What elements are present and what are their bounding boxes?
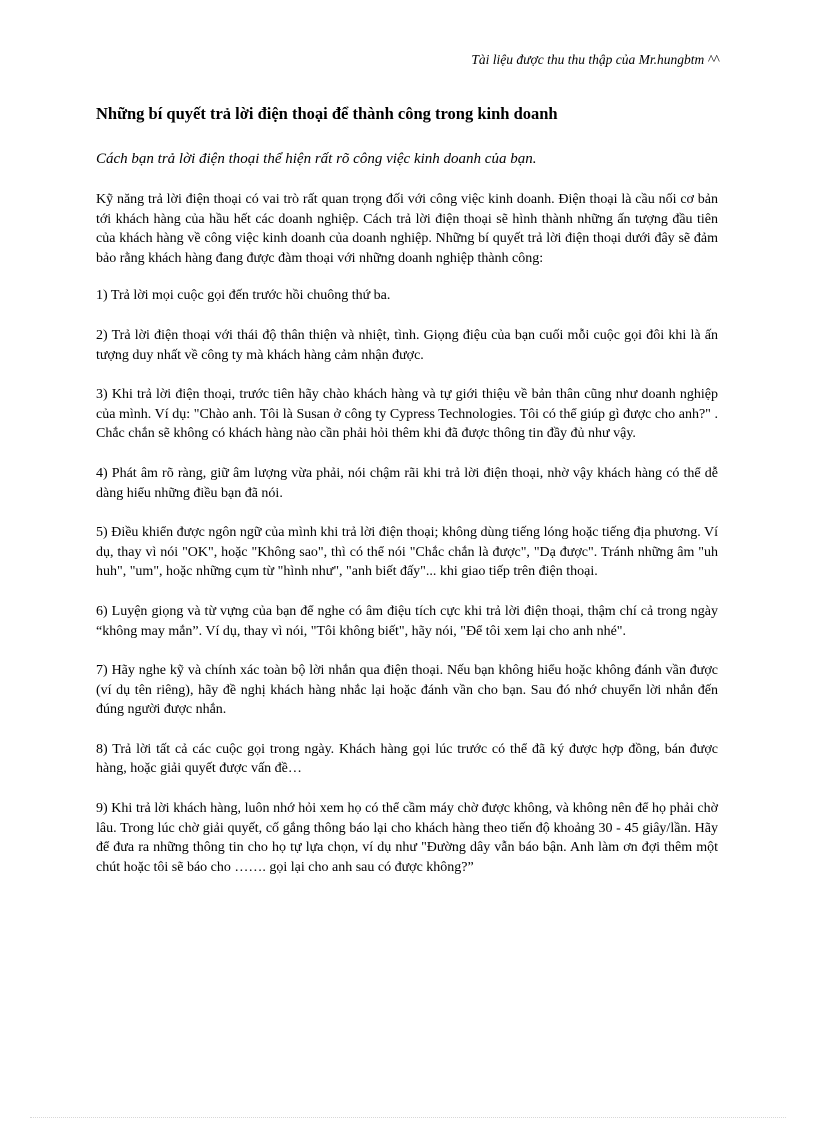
document-title: Những bí quyết trả lời điện thoại để thành công trong kinh doanh bbox=[96, 104, 558, 123]
intro-paragraph: Kỹ năng trả lời điện thoại có vai trò rất quan trọng đối với công việc kinh doanh. Điện thoại là cầu nối cơ bản tới khách hàng của hầu hết các doanh nghiệp. Cách trả lời điện thoại sẽ hình thành những ấn tượng đầu tiên của khách hàng về công việc kinh doanh của doanh nghiệp. Những bí quyết trả lời điện thoại dưới đây sẽ đảm bảo rằng khách hàng đang được đàm thoại với những doanh nghiệp thành công: bbox=[96, 192, 718, 266]
tip-paragraph-9: 9) Khi trả lời khách hàng, luôn nhớ hỏi xem họ có thể cầm máy chờ được không, và không nên để họ phải chờ lâu. Trong lúc chờ giải quyết, cố gắng thông báo lại cho khách hàng theo tiến độ khoảng 30 - 45 giây/lần. Hãy để đưa ra những thông tin cho họ tự lựa chọn, ví dụ như "Đường dây vẫn báo bận. Anh làm ơn đợi thêm một chút hoặc tôi sẽ báo cho ……. gọi lại cho anh sau có được không?” bbox=[96, 801, 718, 875]
tip-paragraph-5: 5) Điều khiển được ngôn ngữ của mình khi trả lời điện thoại; không dùng tiếng lóng hoặc tiếng địa phương. Ví dụ, thay vì nói "OK", hoặc "Không sao", thì có thể nói "Chắc chắn là được", "Dạ được". Tránh những âm "uh huh", "um", hoặc những cụm từ "hình như", "anh biết đấy"... khi giao tiếp trên điện thoại. bbox=[96, 525, 718, 580]
tip-paragraph-2: 2) Trả lời điện thoại với thái độ thân thiện và nhiệt, tình. Giọng điệu của bạn cuối mỗi cuộc gọi đôi khi là ấn tượng duy nhất về công ty mà khách hàng cảm nhận được. bbox=[96, 327, 718, 363]
tip-paragraph-4: 4) Phát âm rõ ràng, giữ âm lượng vừa phải, nói chậm rãi khi trả lời điện thoại, nhờ vậy khách hàng có thể dễ dàng hiểu những điều bạn đã nói. bbox=[96, 465, 718, 501]
header-note: Tài liệu được thu thu thập của Mr.hungbtm ^^ bbox=[471, 52, 719, 67]
document-subtitle: Cách bạn trả lời điện thoại thể hiện rất rõ công việc kinh doanh của bạn. bbox=[96, 151, 537, 167]
document-body bbox=[96, 102, 718, 897]
tip-paragraph-7: 7) Hãy nghe kỹ và chính xác toàn bộ lời nhắn qua điện thoại. Nếu bạn không hiểu hoặc không đánh vần được (ví dụ tên riêng), hãy đề nghị khách hàng nhắc lại hoặc đánh vần cho bạn. Sau đó nhớ chuyển lời nhắn đến đúng người được nhắn. bbox=[96, 663, 718, 718]
tip-paragraph-8: 8) Trả lời tất cả các cuộc gọi trong ngày. Khách hàng gọi lúc trước có thể đã ký được hợp đồng, bán được hàng, hoặc giải quyết được vấn đề… bbox=[96, 741, 718, 777]
tip-paragraph-1: 1) Trả lời mọi cuộc gọi đến trước hồi chuông thứ ba. bbox=[96, 288, 391, 304]
page-bottom-divider bbox=[30, 1117, 786, 1118]
tip-paragraph-6: 6) Luyện giọng và từ vựng của bạn để nghe có âm điệu tích cực khi trả lời điện thoại, thậm chí cả trong ngày “không may mắn”. Ví dụ, thay vì nói, "Tôi không biết", hãy nói, "Để tôi xem lại cho anh nhé". bbox=[96, 603, 718, 639]
tip-paragraph-3: 3) Khi trả lời điện thoại, trước tiên hãy chào khách hàng và tự giới thiệu về bản thân cũng như doanh nghiệp của mình. Ví dụ: "Chào anh. Tôi là Susan ở công ty Cypress Technologies. Tôi có thể giúp gì được cho anh?" . Chắc chắn sẽ không có khách hàng nào cần phải hỏi thêm khi đã được thông tin đầy đủ như vậy. bbox=[96, 387, 718, 442]
